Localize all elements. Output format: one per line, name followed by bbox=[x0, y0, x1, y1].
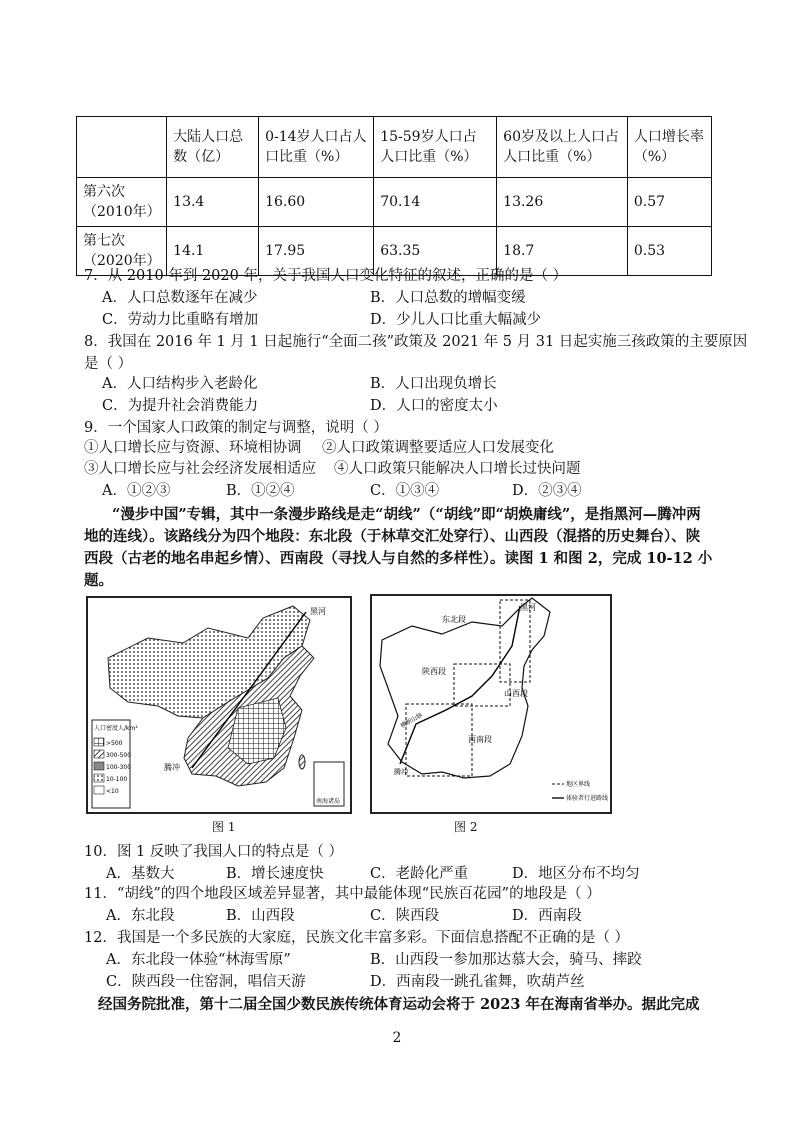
question-7-stem: 7．从 2010 年到 2020 年，关于我国人口变化特征的叙述，正确的是（ ） bbox=[84, 268, 568, 284]
table-cell: 0.53 bbox=[627, 227, 711, 276]
question-9-stem: 9．一个国家人口政策的制定与调整，说明（ ） bbox=[84, 420, 388, 436]
legend-boundary: 地区界线 bbox=[566, 781, 591, 788]
table-cell: 16.60 bbox=[259, 178, 374, 227]
legend-item: <10 bbox=[106, 788, 119, 795]
q7-option-a: A．人口总数逐年在减少 bbox=[102, 290, 258, 306]
southwest-label: 西南段 bbox=[468, 735, 492, 744]
table-cell: 17.95 bbox=[259, 227, 374, 276]
q10-option-c: C．老龄化严重 bbox=[370, 866, 469, 882]
legend-item: 100-300 bbox=[106, 764, 132, 771]
q10-option-a: A．基数大 bbox=[106, 866, 175, 882]
q9-option-c: C．①③④ bbox=[370, 483, 440, 499]
question-11-stem: 11．“胡线”的四个地段区域差异显著，其中最能体现“民族百花园”的地段是（ ） bbox=[84, 886, 601, 902]
legend-title: 人口密度人/km² bbox=[94, 725, 138, 732]
mountain-label: 横断山脉 bbox=[399, 711, 424, 730]
q9-statement-4: ④人口政策只能解决人口增长过快问题 bbox=[334, 461, 581, 477]
passage-hu-line: “漫步中国”专辑，其中一条漫步路线是走“胡线”（“胡线”即“胡焕庸线”，是指黑河—腾冲两地的连线）。该路线分为四个地段：东北段（于林草交汇处穿行）、山西段（混搭的历史舞台）、陕西段（古老的地名串起乡情）、西南段（寻找人与自然的多样性）。读图 1 和图 2，完成 10-12 小题。 bbox=[84, 506, 713, 589]
table-row bbox=[77, 178, 712, 227]
q9-statement-2: ②人口政策调整要适应人口发展变化 bbox=[322, 440, 554, 456]
q7-option-c: C．劳动力比重略有增加 bbox=[102, 312, 259, 328]
q9-option-d: D．②③④ bbox=[512, 483, 582, 499]
q8-option-d: D．人口的密度太小 bbox=[370, 398, 498, 414]
table-cell: 63.35 bbox=[374, 227, 497, 276]
china-density-map bbox=[88, 598, 350, 812]
q11-option-a: A．东北段 bbox=[106, 908, 175, 924]
q9-statement-1: ①人口增长应与资源、环境相协调 bbox=[84, 440, 302, 456]
q11-option-d: D．西南段 bbox=[512, 908, 582, 924]
northeast-label: 东北段 bbox=[442, 615, 466, 624]
legend-item: >500 bbox=[106, 740, 123, 747]
q12-option-a: A．东北段一体验“林海雪原” bbox=[106, 952, 291, 968]
table-header-cell: 60岁及以上人口占人口比重（%） bbox=[497, 117, 628, 178]
table-header-row bbox=[77, 117, 712, 178]
table-header-cell bbox=[77, 117, 167, 178]
q8-option-c: C．为提升社会消费能力 bbox=[102, 398, 259, 414]
q8-option-a: A．人口结构步入老龄化 bbox=[102, 376, 258, 392]
question-12-stem: 12．我国是一个多民族的大家庭，民族文化丰富多彩。下面信息搭配不正确的是（ ） bbox=[84, 930, 630, 946]
question-10-stem: 10．图 1 反映了我国人口的特点是（ ） bbox=[84, 844, 344, 860]
q11-option-b: B．山西段 bbox=[226, 908, 295, 924]
q8-option-b: B．人口出现负增长 bbox=[370, 376, 497, 392]
table-cell: 70.14 bbox=[374, 178, 497, 227]
question-8-stem-cont: 是（ ） bbox=[84, 356, 133, 372]
passage-minority-games: 经国务院批准，第十二届全国少数民族传统体育运动会将于 2023 年在海南省举办。据此完成 bbox=[98, 996, 700, 1013]
table-cell: 18.7 bbox=[497, 227, 628, 276]
q7-option-d: D．少儿人口比重大幅减少 bbox=[370, 312, 542, 328]
table-cell: 第六次（2010年） bbox=[77, 178, 167, 227]
table-header-cell: 人口增长率（%） bbox=[627, 117, 711, 178]
figure-2-caption: 图 2 bbox=[454, 820, 478, 834]
q9-option-b: B．①②④ bbox=[226, 483, 295, 499]
q10-option-b: B．增长速度快 bbox=[226, 866, 324, 882]
table-cell: 第七次（2020年） bbox=[77, 227, 167, 276]
legend-route: 体验者行进路线 bbox=[566, 795, 609, 802]
heihe-label: 黑河 bbox=[310, 607, 326, 616]
q7-option-b: B．人口总数的增幅变缓 bbox=[370, 290, 526, 306]
q9-statement-3: ③人口增长应与社会经济发展相适应 bbox=[84, 461, 316, 477]
tengchong-label: 腾冲 bbox=[394, 768, 408, 776]
shaanxi-label: 陕西段 bbox=[422, 667, 446, 676]
q10-option-d: D．地区分布不均匀 bbox=[512, 866, 640, 882]
figure-1-population-density-map bbox=[86, 596, 352, 814]
inset-label: 南海诸岛 bbox=[316, 798, 341, 805]
page-number: 2 bbox=[392, 1030, 402, 1046]
q12-option-b: B．山西段一参加那达慕大会，骑马、摔跤 bbox=[370, 952, 642, 968]
table-cell: 14.1 bbox=[167, 227, 259, 276]
route-map bbox=[372, 596, 610, 812]
figure-2-hu-line-route-map bbox=[370, 594, 612, 814]
figure-1-caption: 图 1 bbox=[212, 820, 236, 834]
taiwan bbox=[299, 755, 305, 769]
table-header-cell: 0-14岁人口占人口比重（%） bbox=[259, 117, 374, 178]
q11-option-c: C．陕西段 bbox=[370, 908, 440, 924]
population-census-table bbox=[76, 116, 712, 276]
q9-option-a: A．①②③ bbox=[102, 483, 171, 499]
table-cell: 13.4 bbox=[167, 178, 259, 227]
table-header-cell: 15-59岁人口占人口比重（%） bbox=[374, 117, 497, 178]
q12-option-c: C．陕西段一住窑洞，唱信天游 bbox=[106, 974, 306, 990]
legend-item: 10-100 bbox=[106, 776, 128, 783]
table-header-cell: 大陆人口总数（亿） bbox=[167, 117, 259, 178]
table-cell: 0.57 bbox=[627, 178, 711, 227]
shanxi-label: 山西段 bbox=[504, 689, 528, 698]
legend-item: 300-500 bbox=[106, 752, 132, 759]
q12-option-d: D．西南段一跳孔雀舞，吹葫芦丝 bbox=[370, 974, 585, 990]
heihe-label: 黑河 bbox=[520, 603, 536, 612]
tengchong-label: 腾冲 bbox=[164, 763, 180, 772]
table-cell: 13.26 bbox=[497, 178, 628, 227]
question-8-stem: 8．我国在 2016 年 1 月 1 日起施行“全面二孩”政策及 2021 年 5 月 31 日起实施三孩政策的主要原因 bbox=[84, 334, 748, 350]
